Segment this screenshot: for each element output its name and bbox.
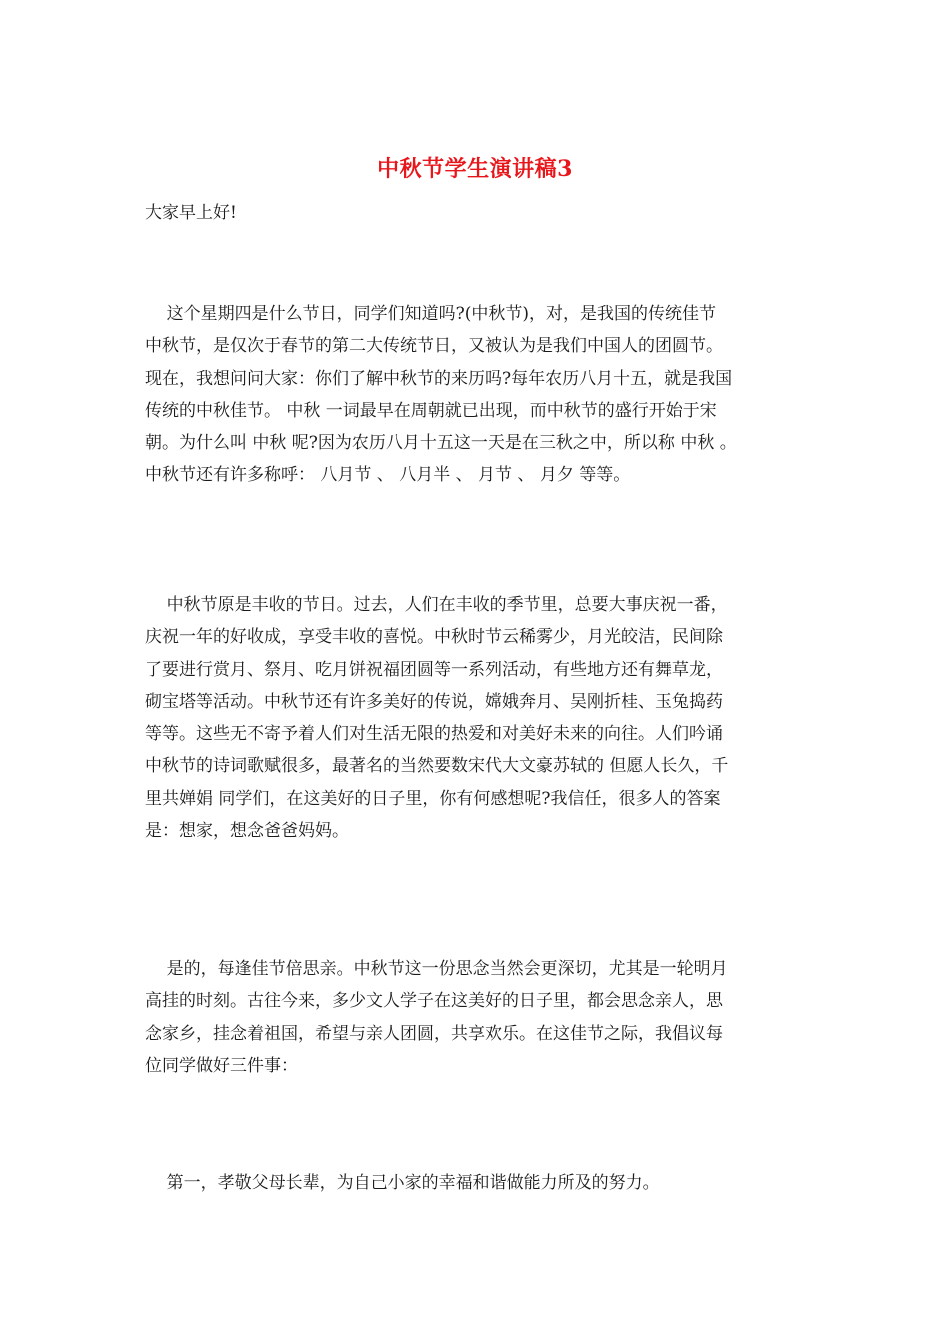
paragraph-line: 里共婵娟 同学们，在这美好的日子里，你有何感想呢?我信任，很多人的答案: [145, 788, 721, 809]
paragraph-4: [145, 1167, 815, 1199]
paragraph-line: 现在，我想问问大家：你们了解中秋节的来历吗?每年农历八月十五，就是我国: [145, 368, 733, 389]
paragraph-line: 朝。为什么叫 中秋 呢?因为农历八月十五这一天是在三秋之中，所以称 中秋 。: [145, 433, 737, 454]
paragraph-line: 第一，孝敬父母长辈，为自己小家的幸福和谐做能力所及的努力。: [145, 1173, 660, 1193]
paragraph-line: 中秋节，是仅次于春节的第二大传统节日，又被认为是我们中国人的团圆节。: [145, 336, 723, 357]
paragraph-line: 传统的中秋佳节。 中秋 一词最早在周朝就已出现，而中秋节的盛行开始于宋: [145, 400, 717, 421]
document-title: 中秋节学生演讲稿3: [377, 156, 573, 182]
greeting-text: 大家早上好!: [145, 203, 237, 223]
paragraph-line: 这个星期四是什么节日，同学们知道吗?(中秋节)，对，是我国的传统佳节: [145, 304, 716, 324]
paragraph-line: 是的，每逢佳节倍思亲。中秋节这一份思念当然会更深切，尤其是一轮明月: [145, 959, 728, 979]
paragraph-line: 高挂的时刻。古往今来，多少文人学子在这美好的日子里，都会思念亲人，思: [145, 991, 723, 1012]
paragraph-2: [145, 589, 815, 847]
paragraph-line: 等等。这些无不寄予着人们对生活无限的热爱和对美好未来的向往。人们吟诵: [145, 724, 723, 745]
paragraph-1: [145, 298, 815, 492]
paragraph-line: 念家乡，挂念着祖国，希望与亲人团圆，共享欢乐。在这佳节之际，我倡议每: [145, 1023, 723, 1044]
paragraph-line: 中秋节的诗词歌赋很多，最著名的当然要数宋代大文豪苏轼的 但愿人长久，千: [145, 756, 729, 777]
paragraph-line: 位同学做好三件事：: [145, 1055, 298, 1076]
paragraph-line: 是：想家，想念爸爸妈妈。: [145, 821, 349, 842]
paragraph-3: [145, 953, 815, 1082]
paragraph-line: 砌宝塔等活动。中秋节还有许多美好的传说，嫦娥奔月、吴刚折桂、玉兔捣药: [145, 691, 723, 712]
paragraph-line: 了要进行赏月、祭月、吃月饼祝福团圆等一系列活动，有些地方还有舞草龙，: [145, 659, 723, 680]
paragraph-line: 庆祝一年的好收成，享受丰收的喜悦。中秋时节云稀雾少，月光皎洁，民间除: [145, 627, 723, 648]
paragraph-line: 中秋节原是丰收的节日。过去，人们在丰收的季节里，总要大事庆祝一番，: [145, 595, 728, 615]
paragraph-line: 中秋节还有许多称呼： 八月节 、 八月半 、 月节 、 月夕 等等。: [145, 465, 631, 486]
